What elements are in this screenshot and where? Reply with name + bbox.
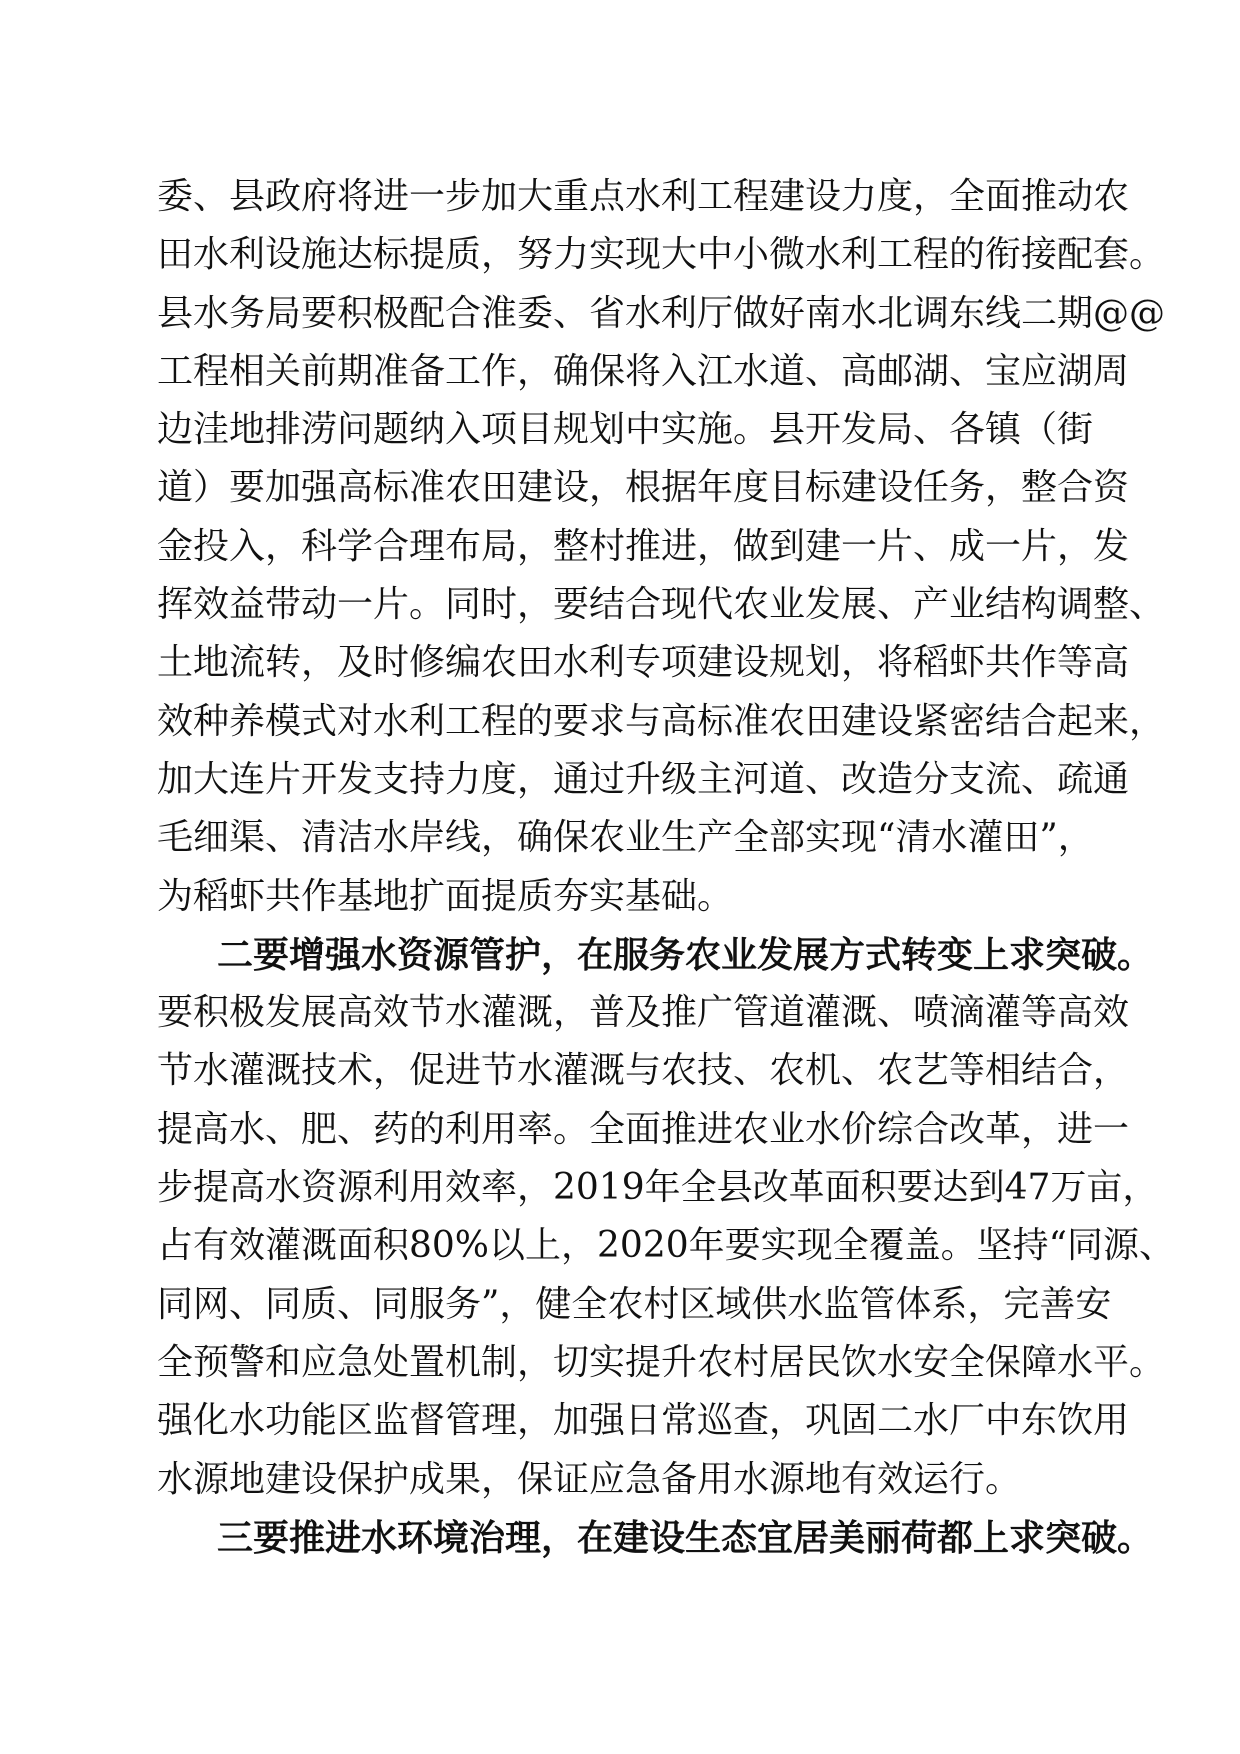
paragraph-line: 节水灌溉技术，促进节水灌溉与农技、农机、农艺等相结合， <box>157 1050 1130 1092</box>
paragraph-line: 边洼地排涝问题纳入项目规划中实施。县开发局、各镇（街 <box>157 409 1094 451</box>
paragraph-line: 同网、同质、同服务”，健全农村区域供水监管体系，完善安 <box>157 1283 1112 1325</box>
paragraph-line: 全预警和应急处置机制，切实提升农村居民饮水安全保障水平。 <box>157 1341 1166 1383</box>
paragraph-line: 委、县政府将进一步加大重点水利工程建设力度，全面推动农 <box>157 176 1130 217</box>
section-heading-line: 三要推进水环境治理，在建设生态宜居美丽荷都上求突破。 <box>217 1516 1154 1559</box>
paragraph-line: 土地流转，及时修编农田水利专项建设规划，将稻虾共作等高 <box>157 642 1130 684</box>
paragraph-line: 为稻虾共作基地扩面提质夯实基础。 <box>157 875 734 917</box>
paragraph-line: 强化水功能区监督管理，加强日常巡查，巩固二水厂中东饮用 <box>157 1400 1130 1442</box>
paragraph-line: 占有效灌溉面积80%以上，2020年要实现全覆盖。坚持“同源、 <box>157 1225 1176 1267</box>
paragraph-line: 步提高水资源利用效率，2019年全县改革面积要达到47万亩， <box>157 1167 1159 1209</box>
paragraph-line: 挥效益带动一片。同时，要结合现代农业发展、产业结构调整、 <box>157 584 1166 626</box>
body-text <box>157 168 1176 1567</box>
paragraph-line: 要积极发展高效节水灌溉，普及推广管道灌溉、喷滴灌等高效 <box>157 992 1130 1034</box>
paragraph-line: 金投入，科学合理布局，整村推进，做到建一片、成一片，发 <box>157 525 1130 567</box>
paragraph-line: 毛细渠、清洁水岸线，确保农业生产全部实现“清水灌田”， <box>157 817 1094 859</box>
paragraph-line: 田水利设施达标提质，努力实现大中小微水利工程的衔接配套。 <box>157 234 1166 276</box>
section-heading-line: 二要增强水资源管护，在服务农业发展方式转变上求突破。 <box>217 933 1154 976</box>
paragraph-line: 水源地建设保护成果，保证应急备用水源地有效运行。 <box>157 1458 1022 1500</box>
paragraph-line: 县水务局要积极配合淮委、省水利厅做好南水北调东线二期@@ <box>157 292 1166 334</box>
paragraph-line: 加大连片开发支持力度，通过升级主河道、改造分支流、疏通 <box>157 758 1130 800</box>
paragraph-line: 效种养模式对水利工程的要求与高标准农田建设紧密结合起来， <box>157 700 1166 742</box>
paragraph-line: 提高水、肥、药的利用率。全面推进农业水价综合改革，进一 <box>157 1108 1130 1150</box>
paragraph-line: 工程相关前期准备工作，确保将入江水道、高邮湖、宝应湖周 <box>157 350 1130 392</box>
paragraph-line: 道）要加强高标准农田建设，根据年度目标建设任务，整合资 <box>157 467 1130 509</box>
